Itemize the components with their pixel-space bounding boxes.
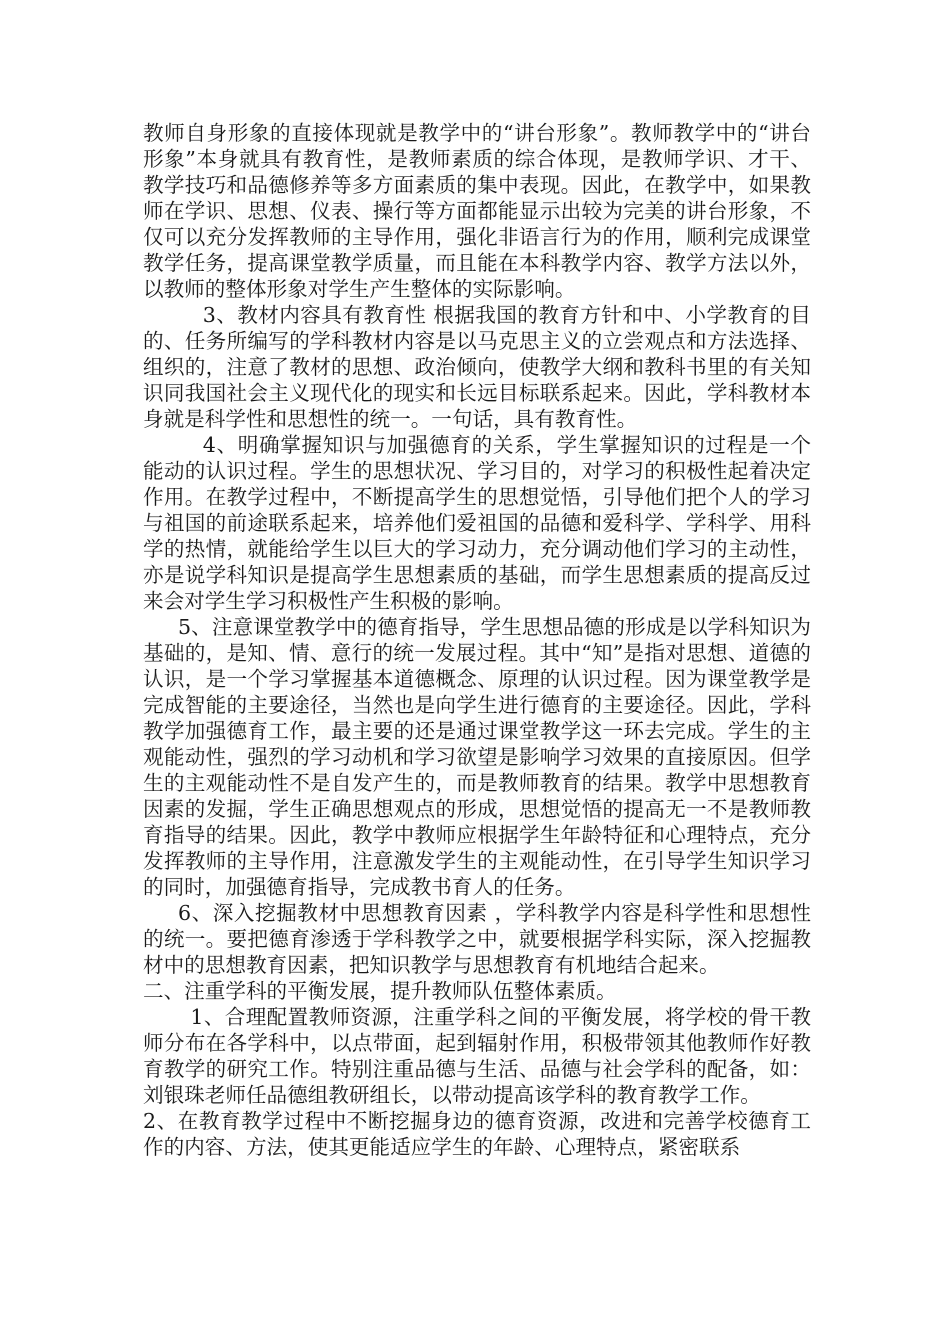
paragraph-item-5: 5、注意课堂教学中的德育指导，学生思想品德的形成是以学科知识为基础的，是知、情、意行的统一发展过程。其中“知”是指对思想、道德的认识，是一个学习掌握基本道德概念、原理的认识过程。因为课堂教学是完成智能的主要途径，当然也是向学生进行德育的主要途径。因此，学科教学加强德育工作，最主要的还是通过课堂教学这一环去完成。学生的主观能动性，强烈的学习动机和学习欲望是影响学习效果的直接原因。但学生的主观能动性不是自发产生的，而是教师教育的结果。教学中思想教育因素的发掘，学生正确思想观点的形成，思想觉悟的提高无一不是教师教育指导的结果。因此，教学中教师应根据学生年龄特征和心理特点，充分发挥教师的主导作用，注意激发学生的主观能动性，在引导学生知识学习的同时，加强德育指导，完成教书育人的任务。	[143, 615, 811, 899]
paragraph-item-3: 3、教材内容具有教育性 根据我国的教育方针和中、小学教育的目的、任务所编写的学科教材内容是以马克思主义的立尝观点和方法选择、组织的，注意了教材的思想、政治倾向，使教学大纲和教科书里的有关知识同我国社会主义现代化的现实和长远目标联系起来。因此，学科教材本身就是科学性和思想性的统一。一句话，具有教育性。	[143, 303, 811, 431]
paragraph-section2-item-1: 1、合理配置教师资源，注重学科之间的平衡发展，将学校的骨干教师分布在各学科中，以点带面，起到辐射作用，积极带领其他教师作好教育教学的研究工作。特别注重品德与生活、品德与社会学科的配备，如：刘银珠老师任品德组教研组长，以带动提高该学科的教育教学工作。	[143, 1005, 811, 1107]
paragraph-lectern-image: 教师自身形象的直接体现就是教学中的“讲台形象”。教师教学中的“讲台形象”本身就具有教育性，是教师素质的综合体现，是教师学识、才干、教学技巧和品德修养等多方面素质的集中表现。因此，在教学中，如果教师在学识、思想、仪表、操行等方面都能显示出较为完美的讲台形象，不仅可以充分发挥教师的主导作用，强化非语言行为的作用，顺利完成课堂教学任务，提高课堂教学质量，而且能在本科教学内容、教学方法以外，以教师的整体形象对学生产生整体的实际影响。	[143, 121, 811, 301]
paragraph-item-4: 4、明确掌握知识与加强德育的关系，学生掌握知识的过程是一个能动的认识过程。学生的思想状况、学习目的，对学习的积极性起着决定作用。在教学过程中，不断提高学生的思想觉悟，引导他们把个人的学习与祖国的前途联系起来，培养他们爱祖国的品德和爱科学、学科学、用科学的热情，就能给学生以巨大的学习动力，充分调动他们学习的主动性，亦是说学科知识是提高学生思想素质的基础，而学生思想素质的提高反过来会对学生学习积极性产生积极的影响。	[143, 433, 811, 613]
paragraph-section2-item-2: 2、在教育教学过程中不断挖掘身边的德育资源，改进和完善学校德育工作的内容、方法，使其更能适应学生的年龄、心理特点，紧密联系	[143, 1109, 811, 1159]
document-body	[143, 120, 811, 1160]
section-heading-2: 二、注重学科的平衡发展，提升教师队伍整体素质。	[143, 979, 617, 1003]
paragraph-item-6: 6、深入挖掘教材中思想教育因素 ，学科教学内容是科学性和思想性的统一。要把德育渗透于学科教学之中，就要根据学科实际，深入挖掘教材中的思想教育因素，把知识教学与思想教育有机地结合起来。	[143, 901, 811, 977]
